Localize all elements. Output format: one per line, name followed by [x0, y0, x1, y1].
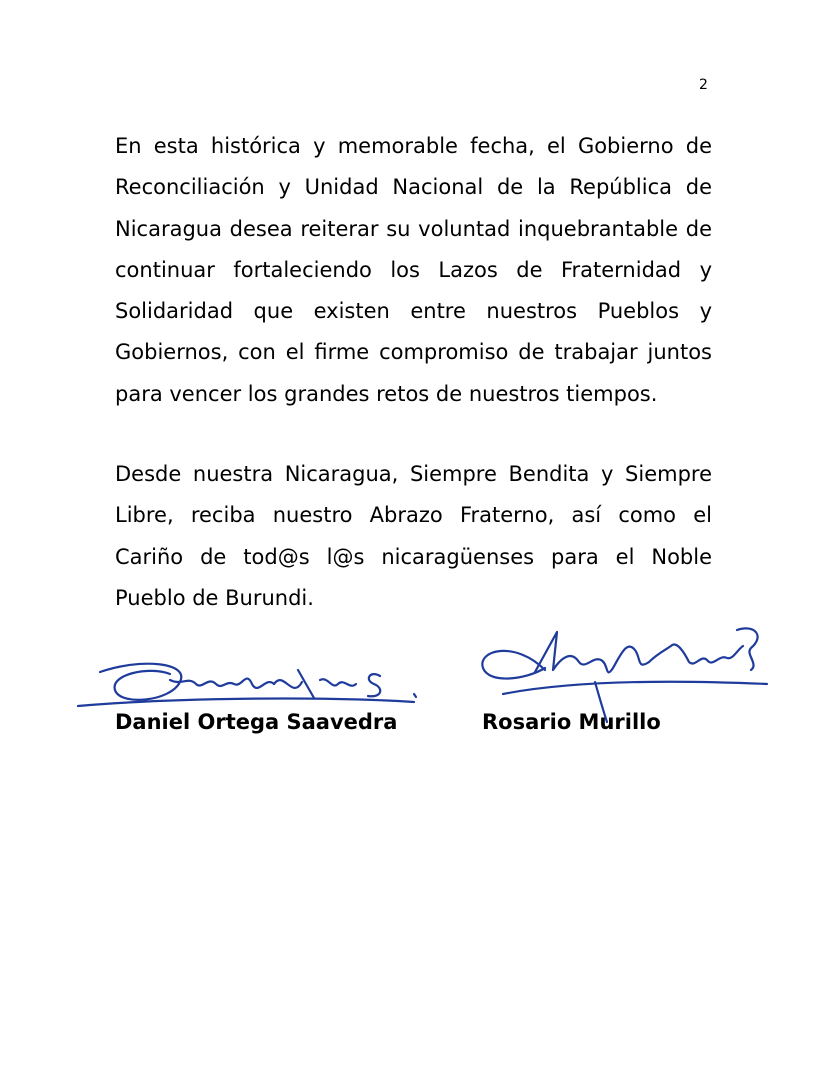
signer-name-daniel-ortega: Daniel Ortega Saavedra	[115, 710, 398, 734]
body-paragraph: Desde nuestra Nicaragua, Siempre Bendita y Siempre Libre, reciba nuestro Abrazo Fraterno, así como el Cariño de tod@s l@s nicaragüenses para el Noble Pueblo de Burundi.	[115, 462, 712, 610]
signature-daniel-ortega	[70, 640, 430, 720]
signer-name-rosario-murillo: Rosario Murillo	[482, 710, 661, 734]
signature-block	[0, 610, 825, 750]
page-number: 2	[699, 77, 708, 93]
body-paragraph: En esta histórica y memorable fecha, el Gobierno de Reconciliación y Unidad Nacional de la República de Nicaragua desea reiterar su voluntad inquebrantable de continuar fortaleciendo los Lazos de Fraternidad y Solidaridad que existen entre nuestros Pueblos y Gobiernos, con el firme compromiso de trabajar juntos para vencer los grandes retos de nuestros tiempos.	[115, 134, 712, 406]
